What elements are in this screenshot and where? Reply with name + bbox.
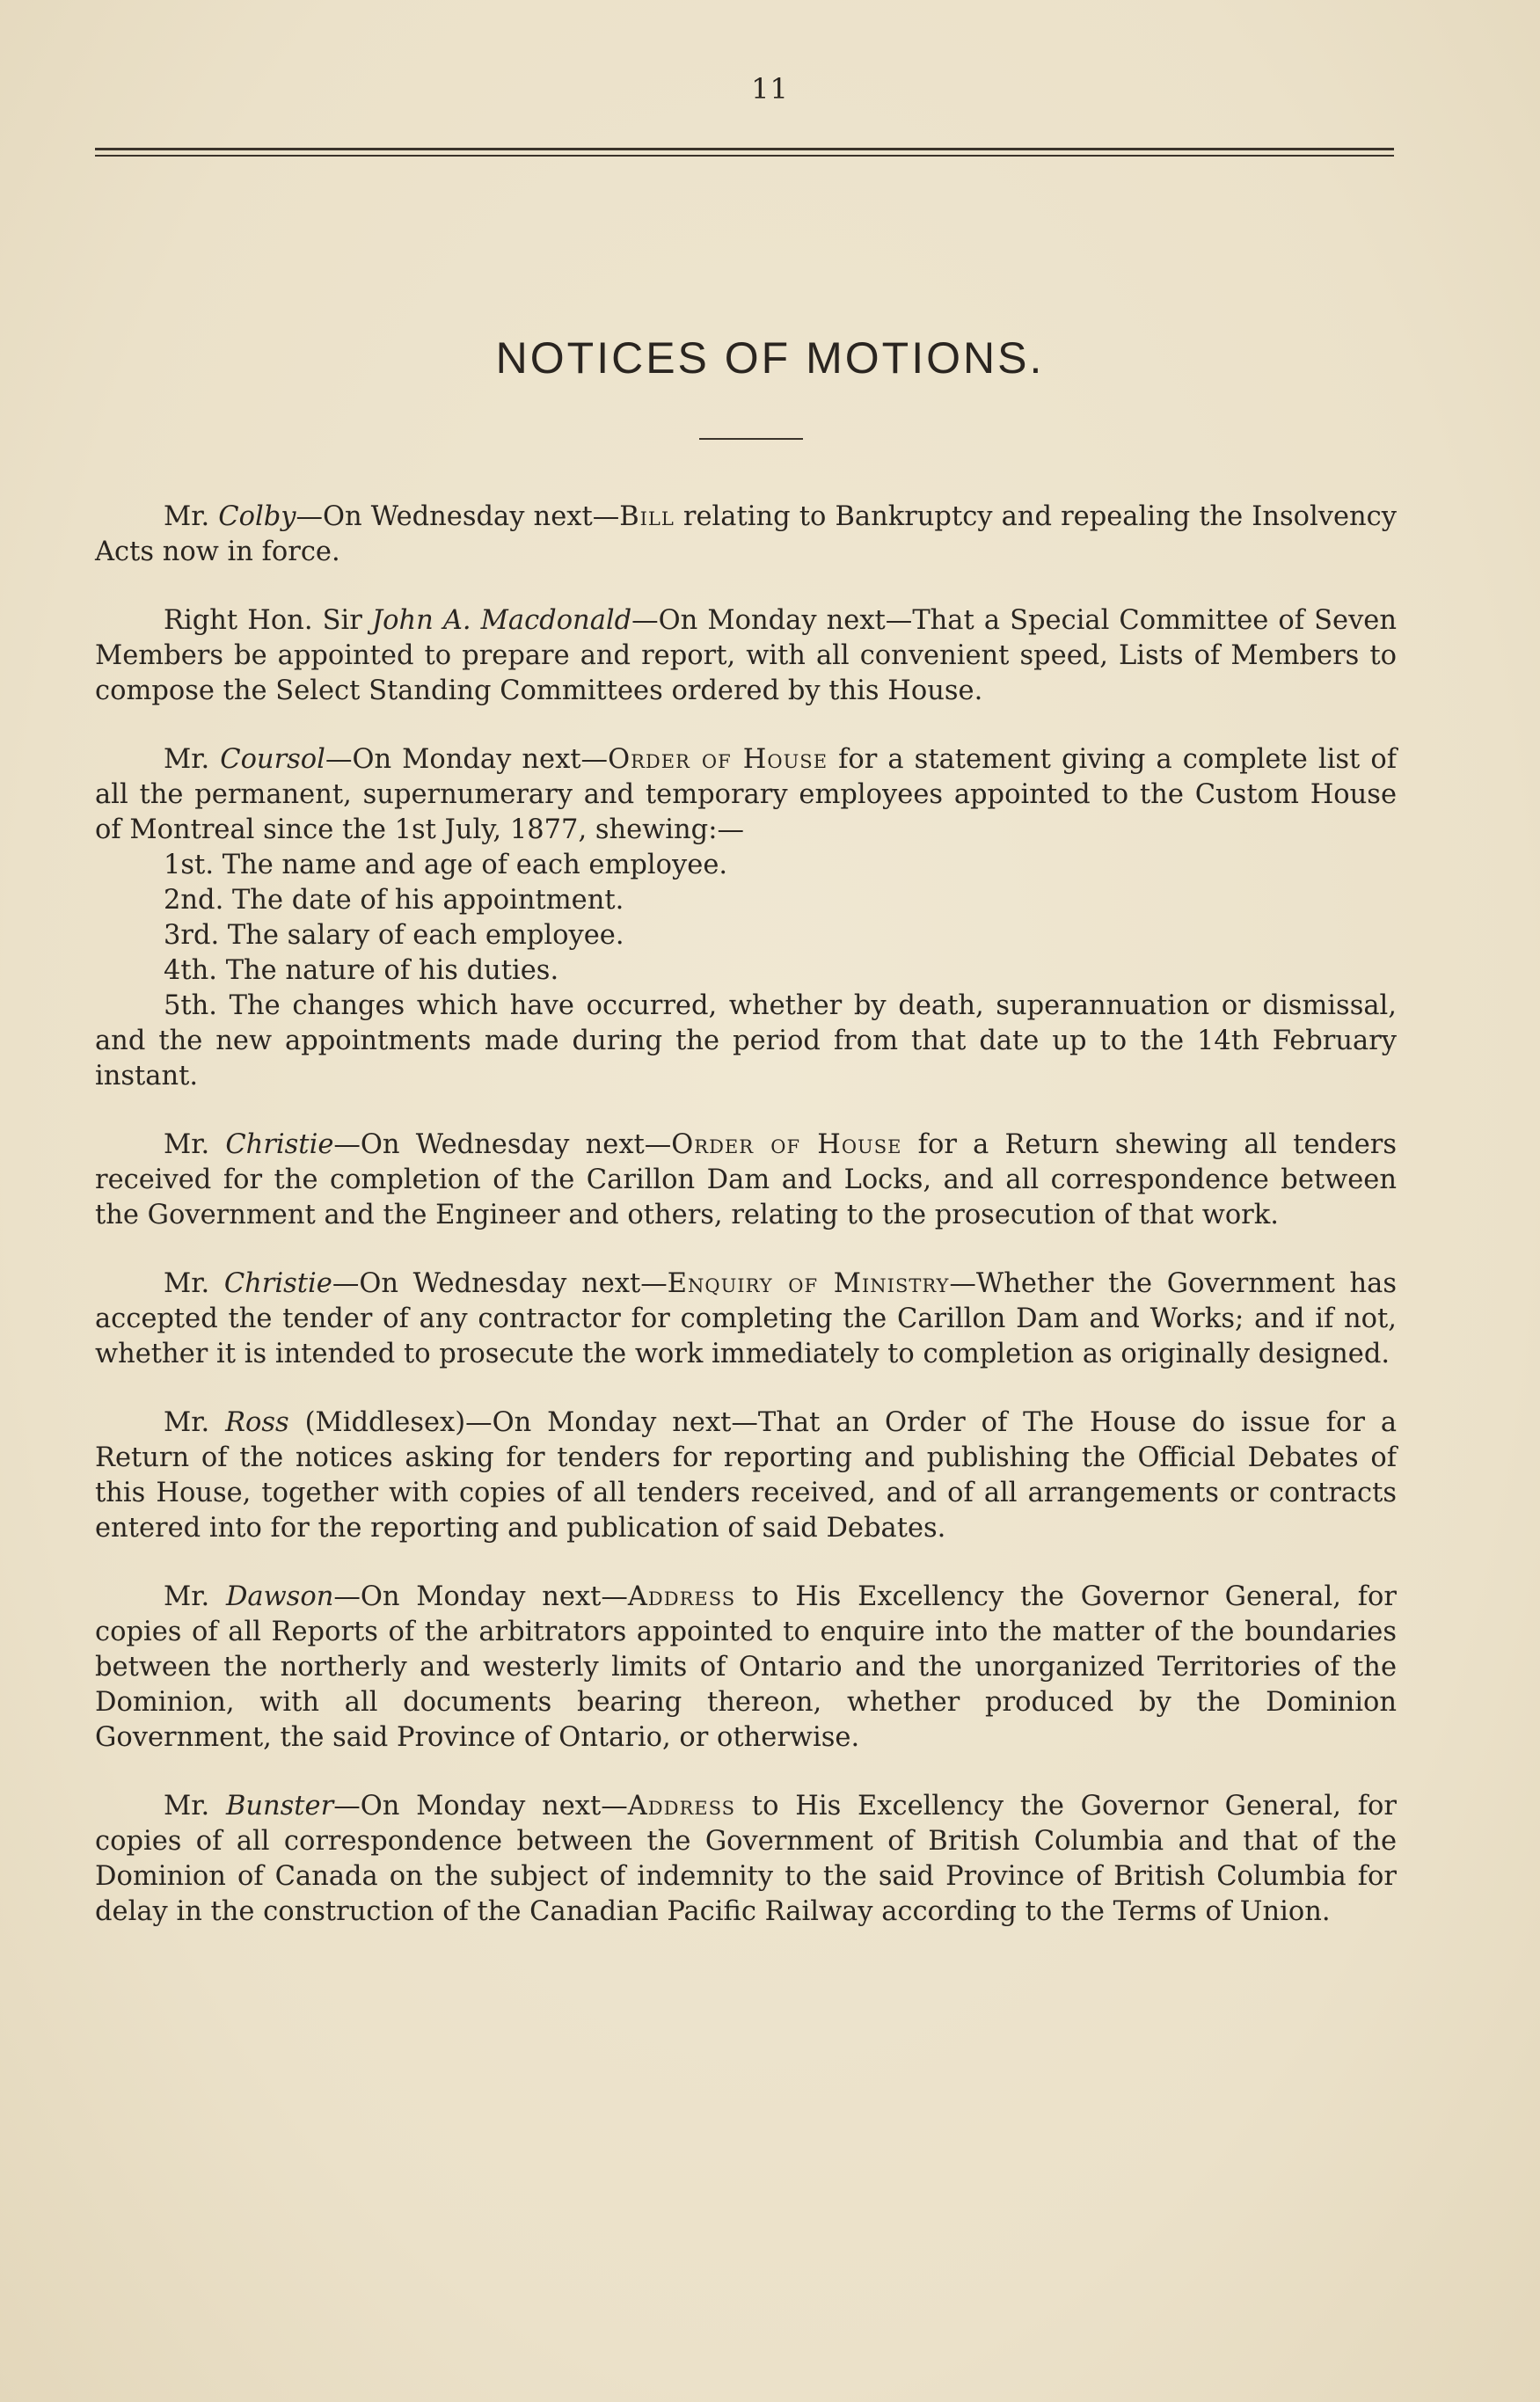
page-heading: NOTICES OF MOTIONS.: [495, 333, 1045, 383]
member-name: Colby: [218, 501, 296, 532]
list-item: 2nd. The date of his appointment.: [164, 885, 624, 916]
notice-prefix: Right Hon. Sir: [164, 605, 372, 636]
notice-text: That a Special Committee of Seven Members be appointed to prepare and report, with all convenient speed, Lists of Members to compose the Select Standing Committees ordered by this House.: [95, 605, 1397, 706]
notice-when: —On Monday next—: [631, 605, 913, 636]
member-name: Christie: [223, 1268, 332, 1299]
member-name: Ross: [225, 1407, 289, 1438]
notice-prefix: Mr.: [164, 1129, 226, 1160]
notice-kind: Bill: [619, 501, 675, 532]
notice-christie-return: [95, 1128, 1397, 1233]
member-name: Coursol: [220, 744, 325, 775]
notice-kind: Enquiry of Ministry: [667, 1268, 950, 1299]
member-name: Christie: [225, 1129, 334, 1160]
notice-when: —On Monday next—: [333, 1581, 628, 1612]
notice-when: —On Monday next—: [333, 1791, 628, 1822]
notice-when: —On Wednesday next—: [333, 1129, 672, 1160]
notice-text: to His Excellency the Governor General, for copies of all Reports of the arbitrators appointed to enquire into the matter of the boundaries between the northerly and westerly limits of Ontario and the unorganized Territories of the Dominion, with all documents bearing thereon, whether produced by the Dominion Government, the said Province of Ontario, or otherwise.: [95, 1581, 1397, 1753]
member-name: John A. Macdonald: [371, 605, 632, 636]
member-name: Bunster: [225, 1791, 334, 1822]
notice-prefix: Mr.: [164, 501, 219, 532]
notice-kind: Order of House: [671, 1129, 902, 1160]
heading-rule: [699, 438, 803, 440]
notice-christie-enquiry: [95, 1267, 1397, 1372]
notice-text: for a statement giving a complete list of all the permanent, supernumerary and temporary employees appointed to the Custom House of Montreal since the 1st July, 1877, shewing:—: [95, 744, 1397, 845]
notice-prefix: Mr.: [164, 1407, 226, 1438]
notice-macdonald: [95, 603, 1397, 709]
list-item: 1st. The name and age of each employee.: [164, 850, 728, 880]
notice-when: (Middlesex)—On Monday next—: [288, 1407, 758, 1438]
notice-when: —On Wednesday next—: [332, 1268, 668, 1299]
notice-dawson: [95, 1580, 1397, 1756]
notice-prefix: Mr.: [164, 1791, 226, 1822]
notice-when: —On Wednesday next—: [296, 501, 620, 532]
notice-colby: [95, 500, 1397, 570]
notice-prefix: Mr.: [164, 1268, 224, 1299]
notice-when: —On Monday next—: [325, 744, 609, 775]
notice-text: That an Order of The House do issue for a Return of the notices asking for tenders for reporting and publishing the Official Debates of this House, together with copies of all tenders received, and of all arrangements or contracts entered into for the reporting and publication of said Debates.: [95, 1407, 1397, 1544]
list-item: 4th. The nature of his duties.: [164, 955, 559, 986]
notice-text: relating to Bankruptcy and repealing the Insolvency Acts now in force.: [95, 501, 1397, 567]
page-number: 11: [751, 72, 789, 106]
list-item: 5th. The changes which have occurred, whether by death, superannuation or dismissal, and the new appointments made during the period from that date up to the 14th February instant.: [95, 990, 1397, 1091]
notice-text: —Whether the Government has accepted the tender of any contractor for completing the Carillon Dam and Works; and if not, whether it is intended to prosecute the work immediately to completion as originally designed.: [95, 1268, 1397, 1369]
notice-ross: [95, 1405, 1397, 1546]
notice-bunster: [95, 1789, 1397, 1930]
top-rule-thin: [95, 155, 1394, 157]
notice-kind: Order of House: [608, 744, 828, 775]
notice-prefix: Mr.: [164, 1581, 226, 1612]
notice-coursol: [95, 742, 1397, 848]
notice-prefix: Mr.: [164, 744, 221, 775]
top-rule: [95, 148, 1394, 150]
notice-kind: Address: [627, 1791, 736, 1822]
notice-text: for a Return shewing all tenders received for the completion of the Carillon Dam and Locks, and all correspondence between the Government and the Engineer and others, relating to the prosecution of that work.: [95, 1129, 1397, 1230]
notice-kind: Address: [627, 1581, 736, 1612]
notice-coursol-block: [95, 742, 1397, 1094]
member-name: Dawson: [225, 1581, 334, 1612]
notices-body: [95, 500, 1397, 1963]
list-item: 3rd. The salary of each employee.: [164, 920, 624, 951]
notice-text: to His Excellency the Governor General, for copies of all correspondence between the Government of British Columbia and that of the Dominion of Canada on the subject of indemnity to the said Province of British Columbia for delay in the construction of the Canadian Pacific Railway according to the Terms of Union.: [95, 1791, 1397, 1927]
